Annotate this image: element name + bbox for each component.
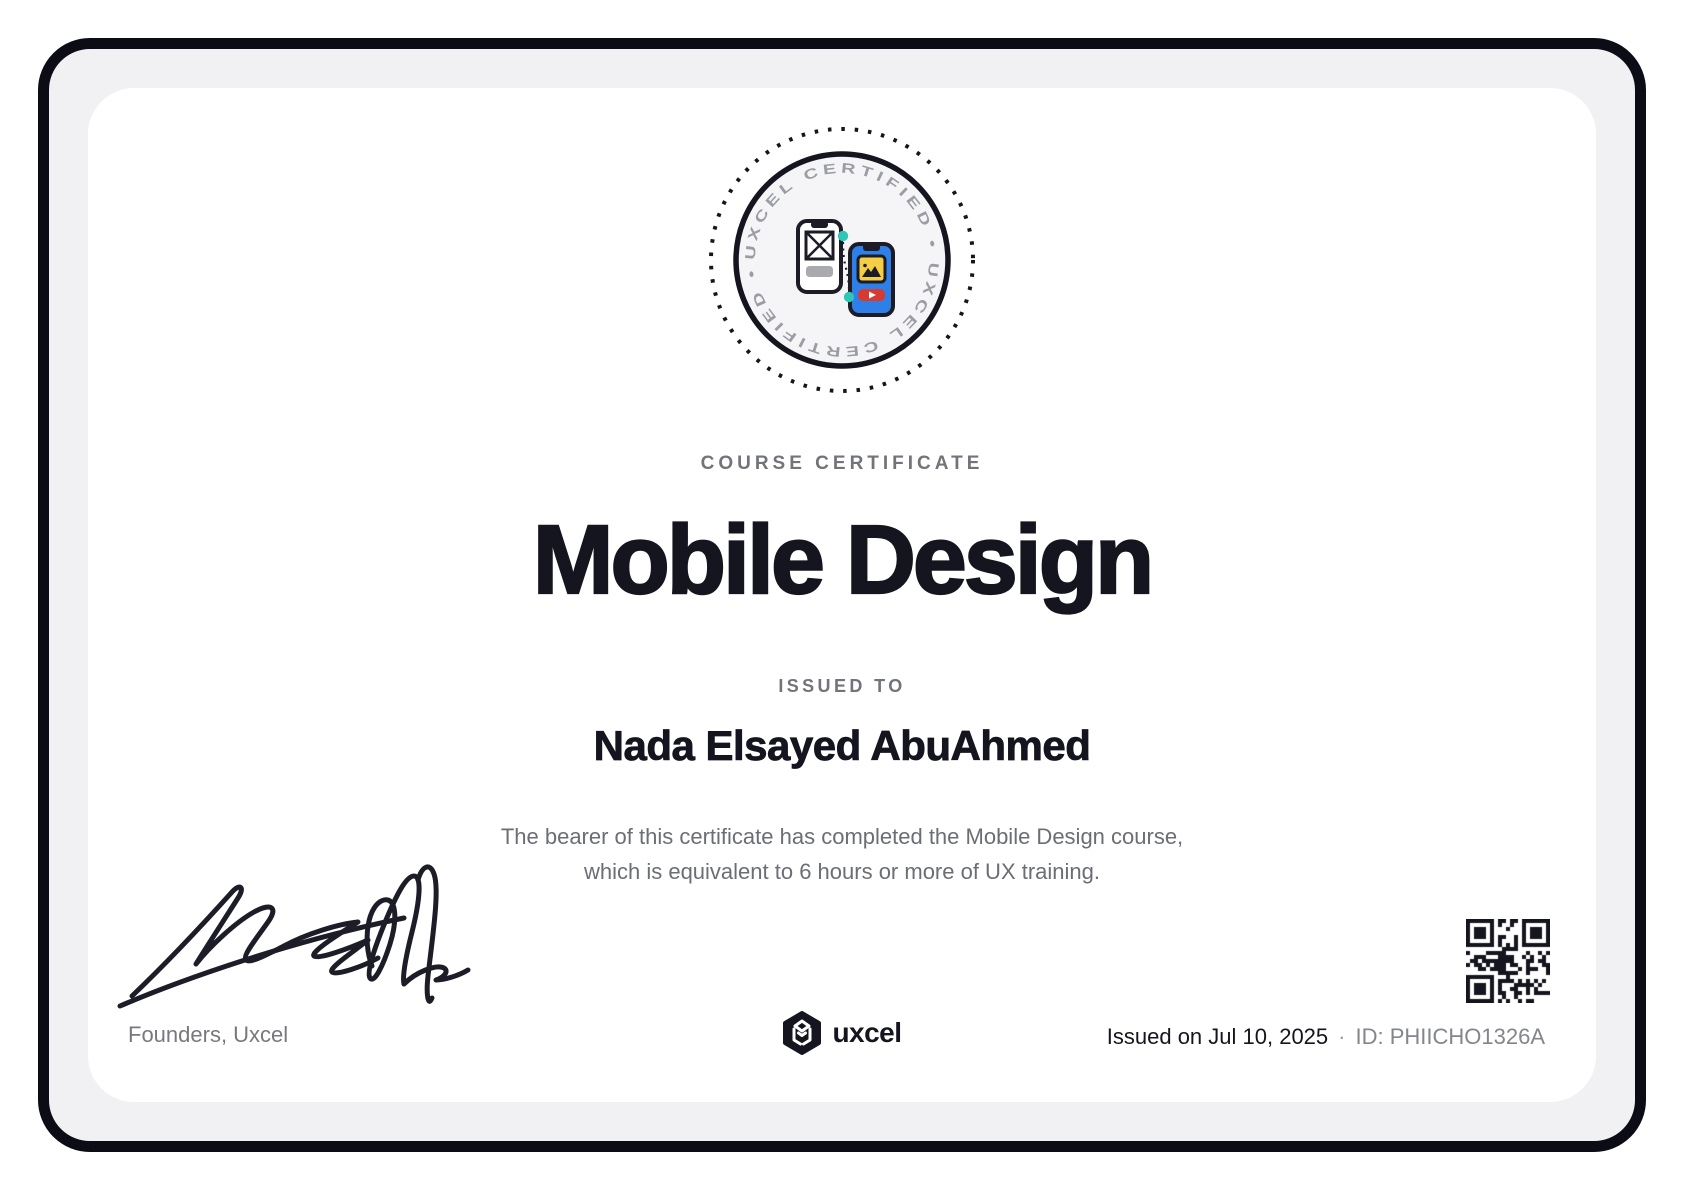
- description-line-1: The bearer of this certificate has completed the Mobile Design course,: [500, 824, 1184, 849]
- recipient-name: Nada Elsayed AbuAhmed: [593, 722, 1091, 769]
- certificate-id: ID: PHIICHO1326A: [1355, 1024, 1545, 1049]
- description-line-2: which is equivalent to 6 hours or more of UX training.: [583, 859, 1101, 884]
- course-certificate-label: COURSE CERTIFICATE: [700, 453, 984, 474]
- wireframe-phone-icon: [798, 221, 841, 292]
- ui-phone-icon: [850, 244, 893, 315]
- issued-to-label: ISSUED TO: [778, 676, 906, 696]
- founders-signatures: [106, 838, 476, 1018]
- course-title: Mobile Design: [532, 505, 1152, 614]
- qr-code: [1466, 919, 1550, 1003]
- badge-ring-text: UXCEL CERTIFIED • UXCEL CERTIFIED •: [741, 159, 943, 361]
- issue-line: [1107, 1024, 1545, 1050]
- uxcel-cube-icon: [782, 1011, 822, 1055]
- brand-name: uxcel: [832, 1017, 902, 1048]
- uxcel-certified-badge: [702, 120, 982, 400]
- separator-dot: ·: [1338, 1024, 1346, 1049]
- founders-caption: Founders, Uxcel: [128, 1022, 289, 1047]
- issue-date: Issued on Jul 10, 2025: [1106, 1024, 1329, 1049]
